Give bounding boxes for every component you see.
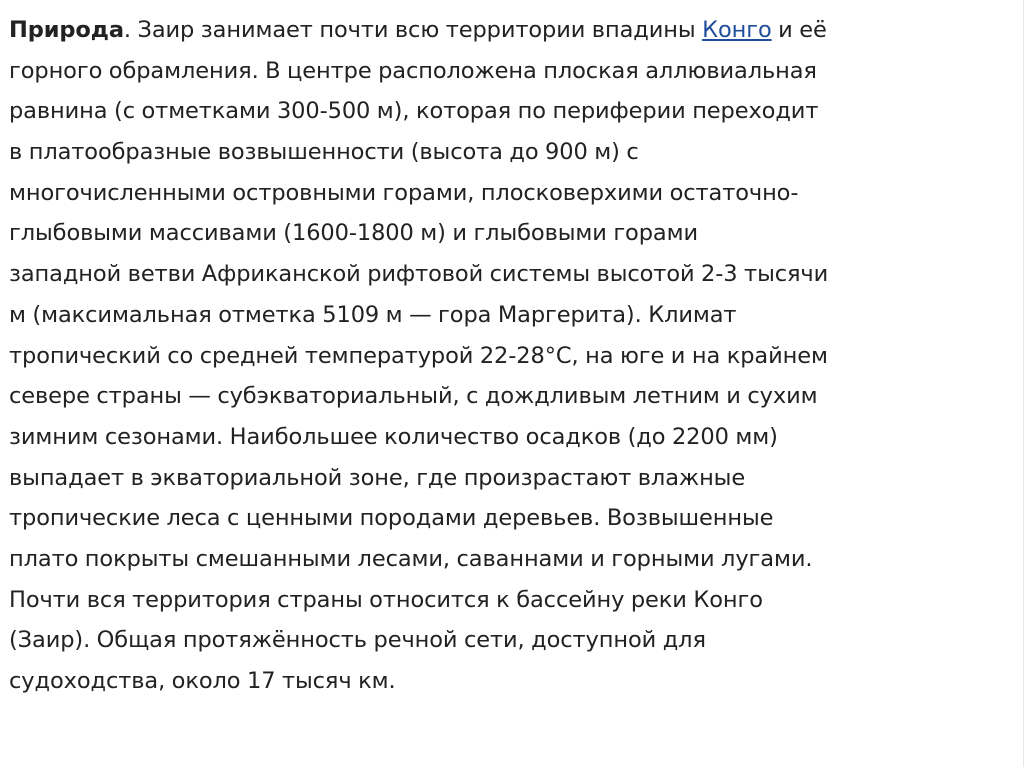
text-line-7: западной ветви Африканской рифтовой системы высотой 2-3 тысячи — [9, 261, 829, 288]
text-line-14: плато покрыты смешанными лесами, саваннами и горными лугами. — [9, 545, 813, 572]
text-line-8: м (максимальная отметка 5109 м — гора Маргерита). Климат — [9, 301, 737, 328]
text-line-5: многочисленными островными горами, плосковерхими остаточно- — [9, 179, 799, 206]
text-line-1 — [9, 10, 1019, 51]
text-line-2: горного обрамления. В центре расположена плоская аллювиальная — [9, 57, 817, 84]
text-line-9: тропический со средней температурой 22-28°С, на юге и на крайнем — [9, 342, 828, 369]
intro-end-text: и её — [771, 17, 827, 43]
text-line-13: тропические леса с ценными породами деревьев. Возвышенные — [9, 505, 774, 532]
text-line-12: выпадает в экваториальной зоне, где произрастают влажные — [9, 464, 746, 491]
text-line-6: глыбовыми массивами (1600-1800 м) и глыбовыми горами — [9, 220, 698, 247]
text-line-17: судоходства, около 17 тысяч км. — [9, 668, 396, 694]
text-line-3: равнина (с отметками 300-500 м), которая по периферии переходит — [9, 98, 819, 125]
intro-text: . Заир занимает почти всю территории впадины — [123, 17, 703, 43]
text-line-4: в платообразные возвышенности (высота до 900 м) с — [9, 139, 639, 166]
text-line-10: севере страны — субэкваториальный, с дождливым летним и сухим — [9, 383, 818, 410]
congo-link[interactable]: Конго — [702, 17, 772, 43]
body-text — [9, 10, 1019, 702]
text-line-11: зимним сезонами. Наибольшее количество осадков (до 2200 мм) — [9, 423, 778, 450]
text-line-15: Почти вся территория страны относится к бассейну реки Конго — [9, 586, 763, 613]
heading-priroda: Природа — [9, 17, 124, 43]
text-line-16: (Заир). Общая протяжённость речной сети, доступной для — [9, 627, 706, 654]
